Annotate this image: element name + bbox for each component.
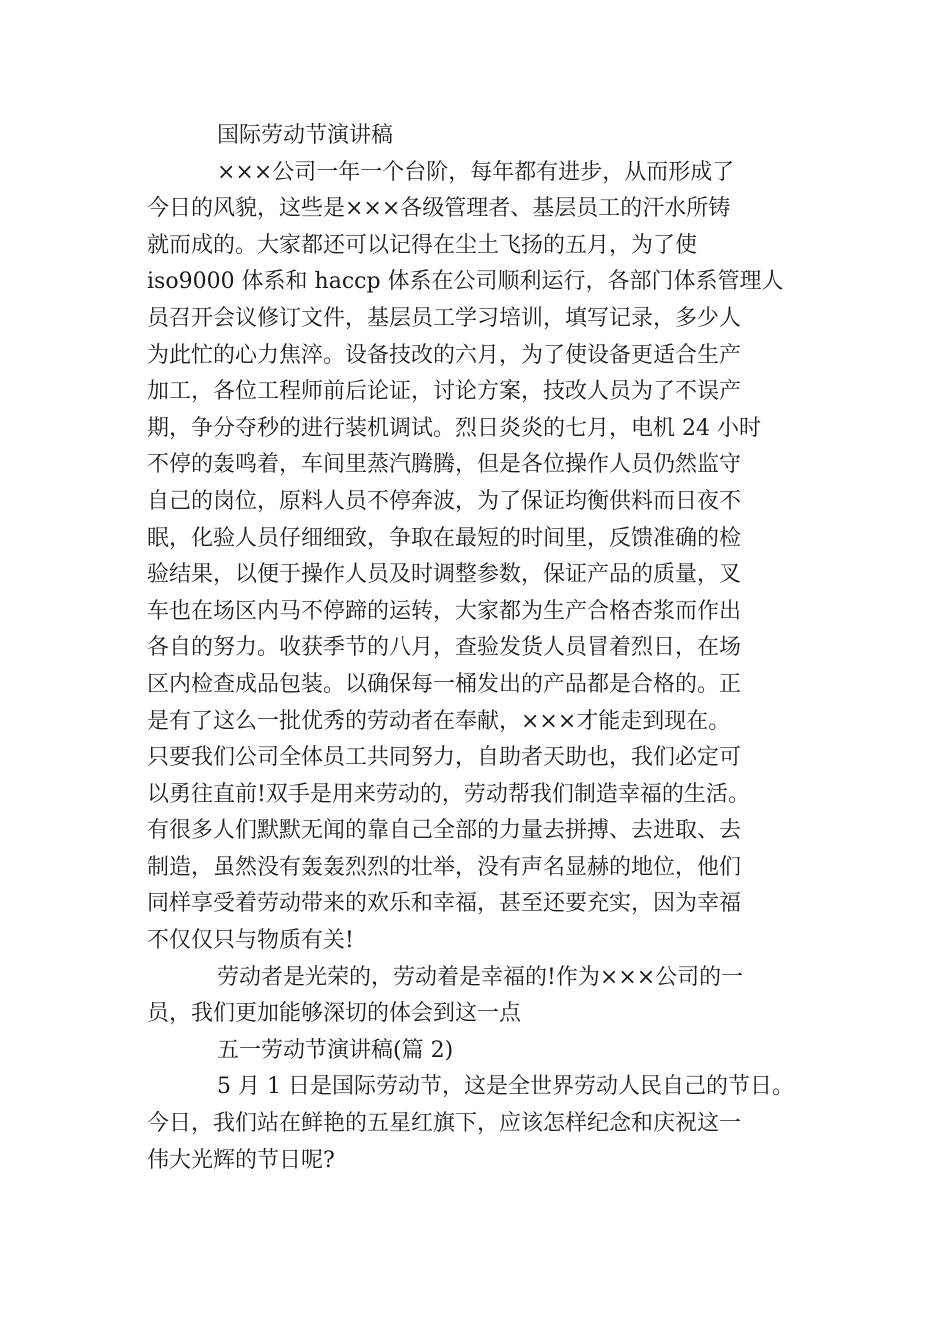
text-line: 为此忙的心力焦淬。设备技改的六月，为了使设备更适合生产 bbox=[147, 342, 742, 368]
text-line: 今日，我们站在鲜艳的五星红旗下，应该怎样纪念和庆祝这一 bbox=[147, 1111, 742, 1137]
text-line: 不仅仅只与物质有关! bbox=[147, 928, 354, 954]
document-body bbox=[147, 118, 827, 1179]
section-heading: 五一劳动节演讲稿(篇 2) bbox=[217, 1037, 454, 1063]
text-line: 有很多人们默默无闻的靠自己全部的力量去拼搏、去进取、去 bbox=[147, 818, 742, 844]
text-line: 制造，虽然没有轰轰烈烈的壮举，没有声名显赫的地位，他们 bbox=[147, 854, 742, 880]
text-line: 加工，各位工程师前后论证，讨论方案，技改人员为了不误产 bbox=[147, 379, 742, 405]
text-line: 只要我们公司全体员工共同努力，自助者天助也，我们必定可 bbox=[147, 745, 742, 771]
text-line: 区内检查成品包装。以确保每一桶发出的产品都是合格的。正 bbox=[147, 671, 742, 697]
text-line: 自己的岗位，原料人员不停奔波，为了保证均衡供料而日夜不 bbox=[147, 488, 742, 514]
text-line: 伟大光辉的节日呢? bbox=[147, 1147, 335, 1173]
text-line: 就而成的。大家都还可以记得在尘土飞扬的五月，为了使 bbox=[147, 232, 698, 258]
text-line: 员，我们更加能够深切的体会到这一点 bbox=[147, 1001, 522, 1027]
text-line: 各自的努力。收获季节的八月，查验发货人员冒着烈日，在场 bbox=[147, 635, 742, 661]
text-line: 劳动者是光荣的，劳动着是幸福的!作为×××公司的一 bbox=[217, 964, 744, 990]
text-line: 是有了这么一批优秀的劳动者在奉献，×××才能走到现在。 bbox=[147, 708, 731, 734]
text-line: 5 月 1 日是国际劳动节，这是全世界劳动人民自己的节日。 bbox=[217, 1074, 794, 1100]
text-line: 今日的风貌，这些是×××各级管理者、基层员工的汗水所铸 bbox=[147, 196, 731, 222]
text-line: 验结果，以便于操作人员及时调整参数，保证产品的质量，叉 bbox=[147, 562, 742, 588]
text-line: 以勇往直前!双手是用来劳动的，劳动帮我们制造幸福的生活。 bbox=[147, 781, 750, 807]
text-line: 期，争分夺秒的进行装机调试。烈日炎炎的七月，电机 24 小时 bbox=[147, 415, 761, 441]
text-line: 不停的轰鸣着，车间里蒸汽腾腾，但是各位操作人员仍然监守 bbox=[147, 452, 742, 478]
document-title: 国际劳动节演讲稿 bbox=[217, 123, 394, 148]
text-line: 员召开会议修订文件，基层员工学习培训，填写记录，多少人 bbox=[147, 305, 742, 331]
text-line: 同样享受着劳动带来的欢乐和幸福，甚至还要充实，因为幸福 bbox=[147, 891, 742, 917]
text-line: 眠，化验人员仔细细致，争取在最短的时间里，反馈准确的检 bbox=[147, 525, 742, 551]
text-line: iso9000 体系和 haccp 体系在公司顺利运行，各部门体系管理人 bbox=[147, 269, 784, 295]
text-line: 车也在场区内马不停蹄的运转，大家都为生产合格杏浆而作出 bbox=[147, 598, 742, 624]
text-line: ×××公司一年一个台阶，每年都有进步，从而形成了 bbox=[217, 159, 735, 185]
